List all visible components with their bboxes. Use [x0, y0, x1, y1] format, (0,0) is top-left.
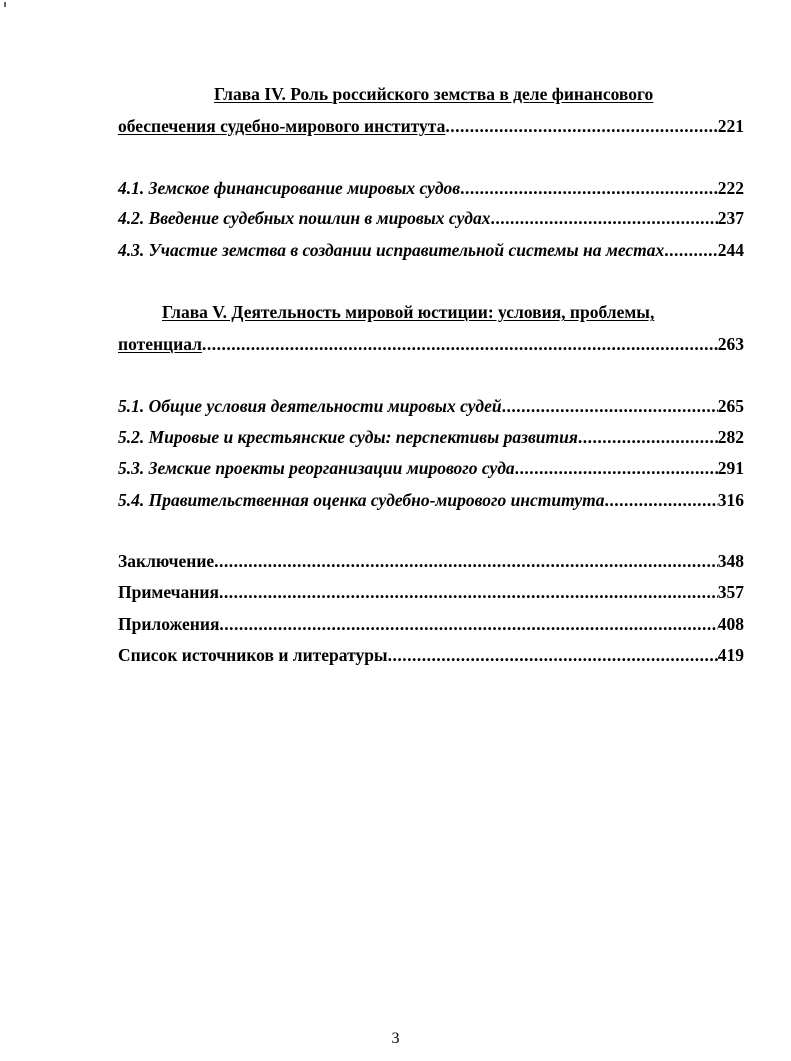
page-ref: 237	[717, 208, 744, 228]
leader-dots	[578, 427, 718, 447]
page-number: 3	[391, 1030, 400, 1047]
page-ref: 265	[717, 396, 744, 416]
toc-entry-title: Приложения	[118, 614, 220, 634]
toc-entry-appendices	[118, 614, 744, 634]
page-ref: 244	[717, 240, 744, 260]
page-ref: 316	[717, 490, 744, 510]
chapter-5-heading-line-1: Глава V. Деятельность мировой юстиции: условия, проблемы,	[162, 302, 655, 322]
toc-entry-title: 5.2. Мировые и крестьянские суды: перспективы развития	[118, 427, 578, 447]
leader-dots	[515, 458, 718, 478]
chapter-5-heading-line-2: потенциал	[118, 334, 202, 354]
page-ref: 348	[717, 551, 744, 571]
toc-entry-title: 5.4. Правительственная оценка судебно-мирового института	[118, 490, 605, 510]
toc-entry-title: 5.1. Общие условия деятельности мировых судей	[118, 396, 502, 416]
scan-mark	[4, 2, 6, 7]
leader-dots	[445, 116, 717, 136]
chapter-4-heading-line-2: обеспечения судебно-мирового института	[118, 116, 446, 136]
toc-entry-5-2	[118, 427, 744, 447]
leader-dots	[490, 208, 717, 228]
toc-entry-bibliography	[118, 645, 744, 665]
leader-dots	[604, 490, 717, 510]
toc-entry-5-1	[118, 396, 744, 416]
leader-dots	[388, 645, 718, 665]
toc-entry-title: 4.1. Земское финансирование мировых судов	[118, 178, 461, 198]
page-ref: 282	[717, 427, 744, 447]
leader-dots	[219, 582, 718, 602]
toc-entry-4-1	[118, 178, 744, 198]
toc-entry-5-4	[118, 490, 744, 510]
toc-entry-chapter-5	[118, 334, 744, 354]
toc-entry-chapter-4	[118, 116, 744, 136]
toc-entry-title: Список источников и литературы	[118, 645, 388, 665]
leader-dots	[214, 551, 718, 571]
toc-entry-conclusion	[118, 551, 744, 571]
toc-entry-5-3	[118, 458, 744, 478]
page-ref: 357	[717, 582, 744, 602]
page-ref: 222	[717, 178, 744, 198]
chapter-4-heading-line-1	[214, 84, 653, 104]
leader-dots	[460, 178, 718, 198]
toc-entry-4-3	[118, 240, 744, 260]
page-ref: 263	[717, 334, 744, 354]
toc-entry-title: 5.3. Земские проекты реорганизации мирового суда	[118, 458, 515, 478]
page-ref: 221	[717, 116, 744, 136]
toc-entry-title: 4.3. Участие земства в создании исправительной системы на местах	[118, 240, 665, 260]
toc-entry-title: 4.2. Введение судебных пошлин в мировых судах	[118, 208, 491, 228]
leader-dots	[219, 614, 717, 634]
toc-entry-title: Заключение	[118, 551, 215, 571]
toc-entry-title: Примечания	[118, 582, 219, 602]
leader-dots	[202, 334, 718, 354]
page-ref: 419	[717, 645, 744, 665]
leader-dots	[664, 240, 717, 260]
toc-entry-4-2	[118, 208, 744, 228]
chapter-4-heading-part-1: Глава IV. Роль	[214, 84, 333, 104]
chapter-4-heading-part-2: российского земства в деле финансового	[332, 84, 654, 104]
page-ref: 408	[717, 614, 744, 634]
page-ref: 291	[717, 458, 744, 478]
toc-entry-notes	[118, 582, 744, 602]
leader-dots	[502, 396, 718, 416]
